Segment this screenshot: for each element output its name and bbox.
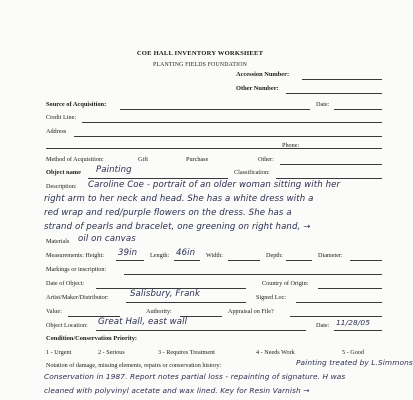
length-value: 46in <box>176 248 196 258</box>
notation-line-3: cleaned with polyvinyl acetate and wax lined. Key for Resin Varnish → <box>44 386 310 395</box>
object-location-label: Object Location: <box>46 322 88 329</box>
object-location-value: Great Hall, east wall <box>98 317 188 327</box>
source-of-acquisition-label: Source of Acquisition: <box>46 101 107 108</box>
priority-2-serious[interactable]: 2 - Serious <box>98 349 125 356</box>
markings-label: Markings or inscription: <box>46 266 107 273</box>
value-label: Value: <box>46 308 62 315</box>
location-date-label: Date: <box>316 322 330 329</box>
source-date-label: Date: <box>316 101 330 108</box>
gift-option[interactable]: Gift <box>138 156 148 163</box>
signed-loc-label: Signed Loc: <box>256 294 287 301</box>
foundation-subtitle: PLANTING FIELDS FOUNDATION <box>152 62 248 68</box>
classification-label: Classification: <box>234 169 270 176</box>
purchase-option[interactable]: Purchase <box>186 156 209 163</box>
credit-line-label: Credit Line: <box>46 114 77 121</box>
priority-5-good[interactable]: 5 - Good <box>342 349 364 356</box>
height-field[interactable] <box>116 260 144 261</box>
description-line-2: right arm to her neck and head. She has a white dress with a <box>44 194 314 204</box>
artist-label: Artist/Maker/Distributor: <box>46 294 109 301</box>
address-field[interactable] <box>74 136 382 137</box>
depth-field[interactable] <box>286 260 312 261</box>
notation-line-1: Painting treated by L.Simmons <box>296 358 413 367</box>
materials-value: oil on canvas <box>78 234 136 244</box>
method-of-acquisition-label: Method of Acquisition: <box>46 156 104 163</box>
other-number-label: Other Number: <box>236 85 279 92</box>
width-field[interactable] <box>228 260 260 261</box>
appraisal-label: Appraisal on File? <box>228 308 274 315</box>
priority-1-urgent[interactable]: 1 - Urgent <box>46 349 72 356</box>
other-number-field[interactable] <box>286 93 382 94</box>
accession-number-field[interactable] <box>302 79 382 80</box>
object-location-field[interactable] <box>96 330 306 331</box>
priority-4-needs-work[interactable]: 4 - Needs Work <box>256 349 295 356</box>
diameter-label: Diameter: <box>318 252 343 259</box>
country-of-origin-label: Country of Origin: <box>262 280 309 287</box>
authority-label: Authority: <box>146 308 172 315</box>
location-date-value: 11/28/05 <box>336 318 370 327</box>
accession-number-label: Accession Number: <box>236 71 290 78</box>
phone-label: Phone: <box>282 142 300 149</box>
height-value: 39in <box>118 248 138 258</box>
description-line-4: strand of pearls and bracelet, one greening on right hand, → <box>44 222 311 232</box>
address-field-line-2[interactable] <box>46 148 382 149</box>
materials-label: Materials <box>46 238 70 245</box>
notation-label: Notation of damage, missing elements, repairs or conservation history: <box>46 362 222 369</box>
markings-field[interactable] <box>124 274 382 275</box>
description-label: Description: <box>46 183 77 190</box>
description-line-3: red wrap and red/purple flowers on the dress. She has a <box>44 208 292 218</box>
notation-line-2: Conservation in 1987. Report notes partial loss - repainting of signature. H was <box>44 372 346 381</box>
location-date-field[interactable] <box>334 330 382 331</box>
object-name-value: Painting <box>96 165 132 175</box>
depth-label: Depth: <box>266 252 283 259</box>
artist-value: Salisbury, Frank <box>130 289 201 299</box>
classification-field[interactable] <box>276 178 382 179</box>
object-name-field[interactable] <box>88 178 228 179</box>
priority-3-requires-treatment[interactable]: 3 - Requires Treatment <box>158 349 215 356</box>
diameter-field[interactable] <box>350 260 382 261</box>
appraisal-field[interactable] <box>290 316 382 317</box>
object-name-label: Object name <box>46 169 81 176</box>
credit-line-field[interactable] <box>82 122 382 123</box>
worksheet-title: COE HALL INVENTORY WORKSHEET <box>136 50 264 57</box>
date-of-object-label: Date of Object: <box>46 280 85 287</box>
other-option-label: Other: <box>258 156 274 163</box>
length-label: Length: <box>150 252 170 259</box>
artist-field[interactable] <box>126 302 246 303</box>
condition-heading: Condition/Conservation Priority: <box>46 335 138 342</box>
length-field[interactable] <box>174 260 200 261</box>
width-label: Width: <box>206 252 223 259</box>
signed-loc-field[interactable] <box>296 302 382 303</box>
country-of-origin-field[interactable] <box>318 288 382 289</box>
description-line-1: Caroline Coe - portrait of an older woman sitting with her <box>88 180 341 190</box>
address-label: Address <box>46 128 67 135</box>
source-date-field[interactable] <box>334 109 382 110</box>
measurements-height-label: Measurements: Height: <box>46 252 104 259</box>
other-method-field[interactable] <box>280 164 382 165</box>
source-of-acquisition-field[interactable] <box>120 109 310 110</box>
